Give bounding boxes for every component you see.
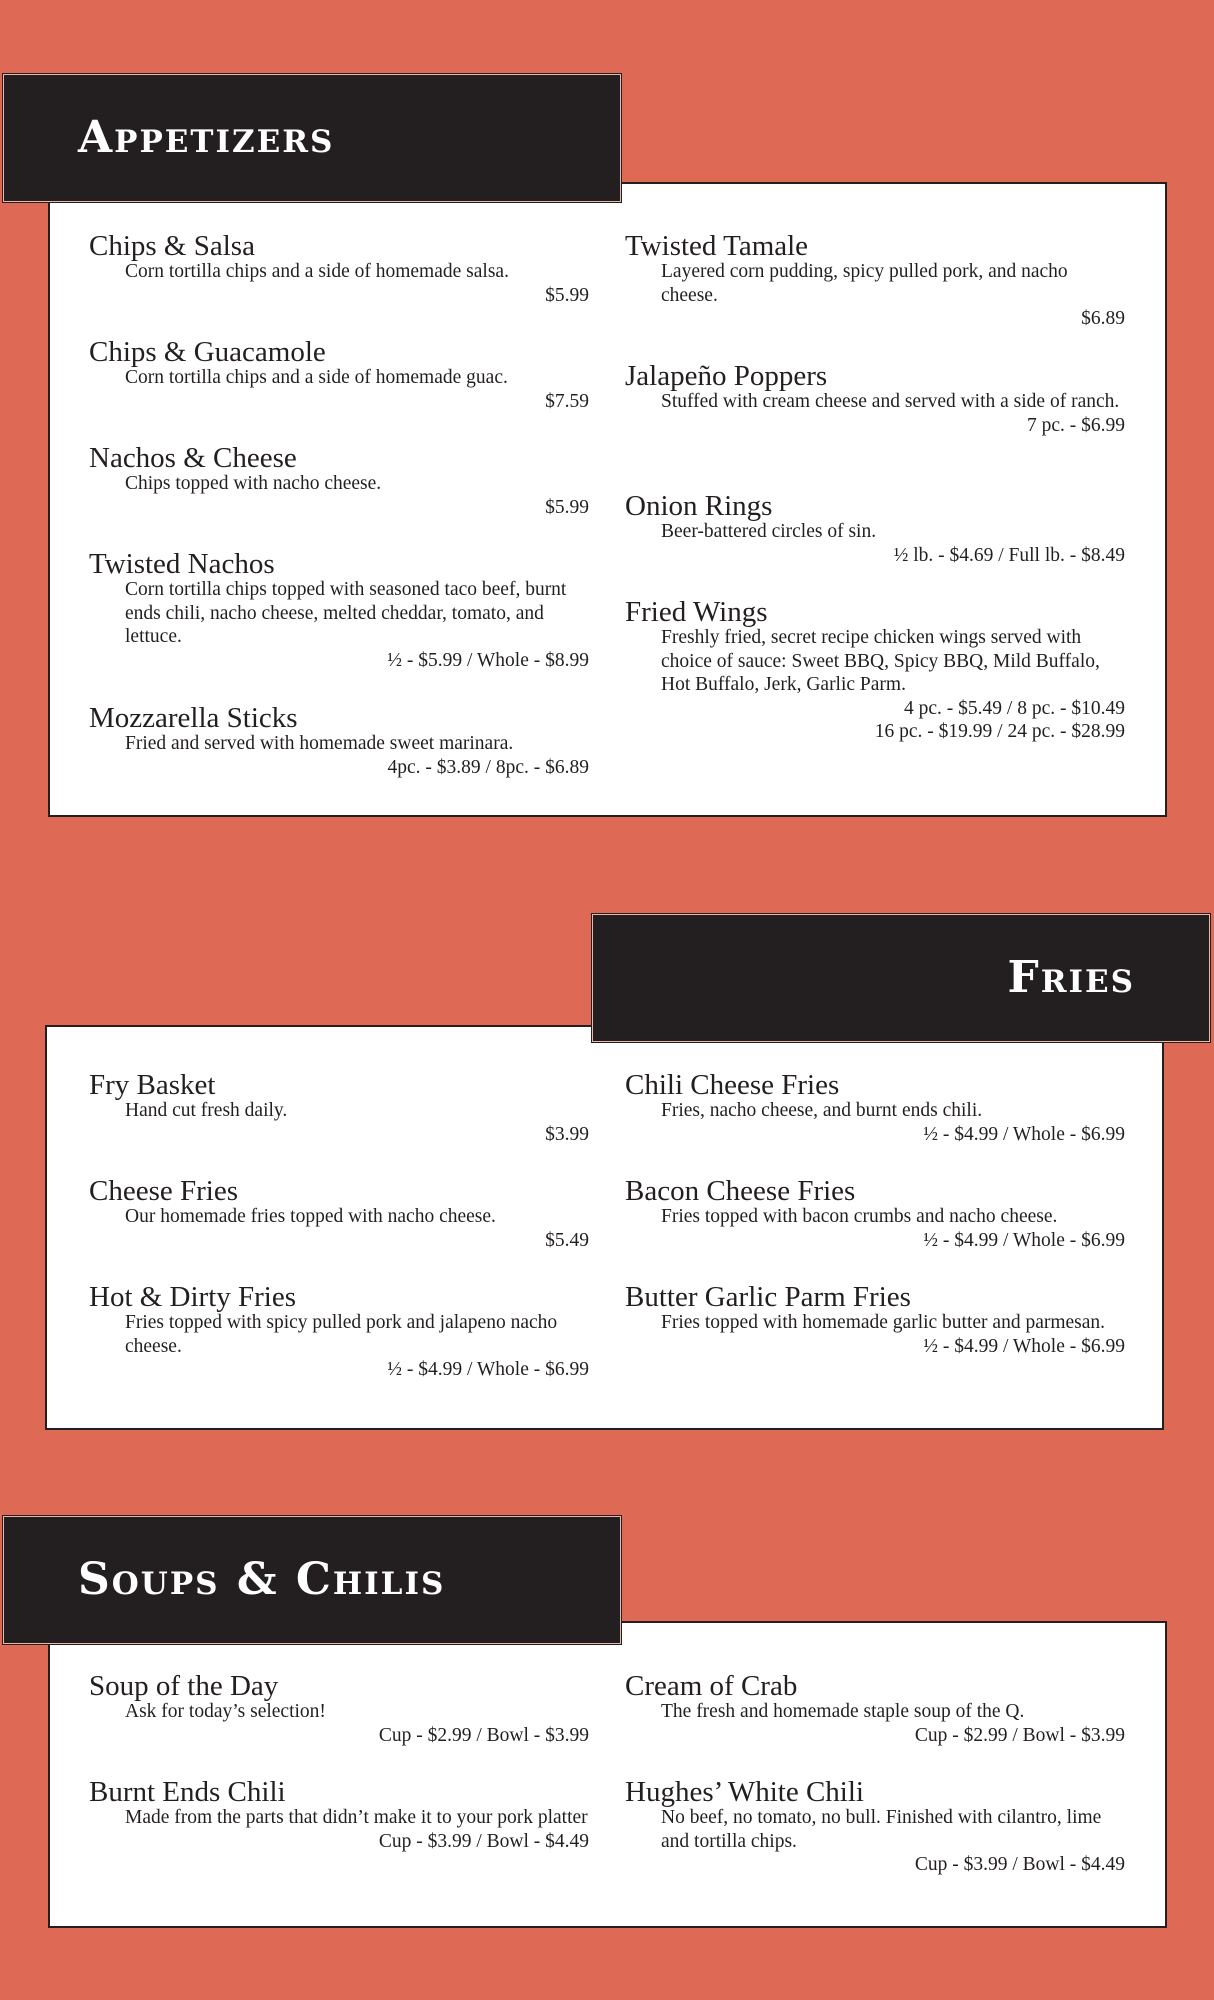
item-name: Fried Wings — [625, 596, 768, 628]
item-description: Fries topped with bacon crumbs and nacho cheese. — [661, 1206, 1058, 1227]
item-name: Jalapeño Poppers — [625, 360, 828, 392]
item-name: Cheese Fries — [89, 1175, 238, 1207]
menu-item — [625, 598, 1125, 744]
item-description: No beef, no tomato, no bull. Finished with cilantro, lime and tortilla chips. — [661, 1807, 1102, 1852]
item-name: Mozzarella Sticks — [89, 702, 298, 734]
item-price: 4 pc. - $5.49 / 8 pc. - $10.49 16 pc. - $19.99 / 24 pc. - $28.99 — [874, 697, 1125, 742]
item-price: Cup - $2.99 / Bowl - $3.99 — [914, 1724, 1125, 1746]
item-name: Hughes’ White Chili — [625, 1776, 864, 1808]
item-name: Bacon Cheese Fries — [625, 1175, 856, 1207]
item-name: Butter Garlic Parm Fries — [625, 1281, 911, 1313]
item-description: Hand cut fresh daily. — [125, 1100, 288, 1121]
item-description: Corn tortilla chips topped with seasoned taco beef, burnt ends chili, nacho cheese, melted cheddar, tomato, and lettuce. — [125, 579, 567, 647]
item-description: Ask for today’s selection! — [125, 1701, 326, 1722]
item-price: 4pc. - $3.89 / 8pc. - $6.89 — [387, 756, 589, 778]
item-name: Twisted Tamale — [625, 230, 809, 262]
item-description: Corn tortilla chips and a side of homemade salsa. — [125, 261, 509, 282]
item-name: Onion Rings — [625, 490, 773, 522]
menu-item — [89, 444, 589, 519]
item-price: ½ - $4.99 / Whole - $6.99 — [923, 1123, 1125, 1145]
item-description: Freshly fried, secret recipe chicken wings served with choice of sauce: Sweet BBQ, Spicy BBQ, Mild Buffalo, Hot Buffalo, Jerk, Garlic Parm. — [661, 627, 1100, 695]
item-description: Fries, nacho cheese, and burnt ends chili. — [661, 1100, 983, 1121]
menu-item — [89, 1177, 589, 1252]
appetizers-banner — [3, 74, 621, 202]
menu-item — [89, 232, 589, 307]
item-price: Cup - $2.99 / Bowl - $3.99 — [378, 1724, 589, 1746]
fries-banner — [592, 914, 1210, 1042]
menu-item — [89, 1283, 589, 1382]
item-price: ½ - $4.99 / Whole - $6.99 — [923, 1335, 1125, 1357]
item-price: $7.59 — [545, 390, 589, 412]
item-description: Fried and served with homemade sweet marinara. — [125, 733, 514, 754]
item-name: Hot & Dirty Fries — [89, 1281, 297, 1313]
item-description: Chips topped with nacho cheese. — [125, 473, 382, 494]
menu-item — [89, 338, 589, 413]
item-description: The fresh and homemade staple soup of the Q. — [661, 1701, 1025, 1722]
appetizers-title: Appetizers — [78, 112, 335, 163]
item-name: Nachos & Cheese — [89, 442, 297, 474]
menu-item — [89, 1071, 589, 1146]
menu-item — [625, 1177, 1125, 1252]
menu-item — [89, 704, 589, 779]
item-price: $5.49 — [545, 1229, 589, 1251]
item-price: $5.99 — [545, 284, 589, 306]
soups-banner — [3, 1516, 621, 1644]
item-price: $5.99 — [545, 496, 589, 518]
menu-item — [625, 1778, 1125, 1877]
item-price: 7 pc. - $6.99 — [1026, 414, 1125, 436]
item-price: ½ - $5.99 / Whole - $8.99 — [387, 649, 589, 671]
menu-item — [625, 1672, 1125, 1747]
item-description: Corn tortilla chips and a side of homemade guac. — [125, 367, 508, 388]
soups-panel — [48, 1621, 1167, 1928]
item-name: Chili Cheese Fries — [625, 1069, 840, 1101]
menu-item — [625, 362, 1125, 437]
item-name: Twisted Nachos — [89, 548, 275, 580]
item-price: ½ - $4.99 / Whole - $6.99 — [923, 1229, 1125, 1251]
item-price: $3.99 — [545, 1123, 589, 1145]
item-name: Soup of the Day — [89, 1670, 279, 1702]
item-description: Fries topped with spicy pulled pork and jalapeno nacho cheese. — [125, 1312, 558, 1357]
item-description: Beer-battered circles of sin. — [661, 521, 877, 542]
menu-item — [625, 1071, 1125, 1146]
item-price: ½ - $4.99 / Whole - $6.99 — [387, 1359, 589, 1380]
item-description: Layered corn pudding, spicy pulled pork, and nacho cheese. — [661, 261, 1068, 306]
item-description: Our homemade fries topped with nacho cheese. — [125, 1206, 496, 1227]
item-price: Cup - $3.99 / Bowl - $4.49 — [378, 1830, 589, 1852]
item-description: Made from the parts that didn’t make it to your pork platter — [125, 1807, 588, 1828]
menu-item — [89, 1672, 589, 1747]
item-price: ½ lb. - $4.69 / Full lb. - $8.49 — [893, 544, 1125, 566]
menu-item — [625, 1283, 1125, 1358]
item-price: Cup - $3.99 / Bowl - $4.49 — [914, 1854, 1125, 1875]
item-name: Chips & Guacamole — [89, 336, 326, 368]
menu-item — [625, 232, 1125, 331]
menu-item — [89, 1778, 589, 1853]
item-name: Chips & Salsa — [89, 230, 255, 262]
item-name: Cream of Crab — [625, 1670, 798, 1702]
soups-title: Soups & Chilis — [78, 1554, 446, 1605]
item-name: Burnt Ends Chili — [89, 1776, 286, 1808]
menu-item — [89, 550, 589, 672]
item-price: $6.89 — [1081, 308, 1125, 329]
fries-title: Fries — [1007, 952, 1135, 1003]
item-description: Stuffed with cream cheese and served with a side of ranch. — [661, 391, 1120, 412]
menu-item — [625, 492, 1125, 567]
item-name: Fry Basket — [89, 1069, 216, 1101]
item-description: Fries topped with homemade garlic butter and parmesan. — [661, 1312, 1106, 1333]
